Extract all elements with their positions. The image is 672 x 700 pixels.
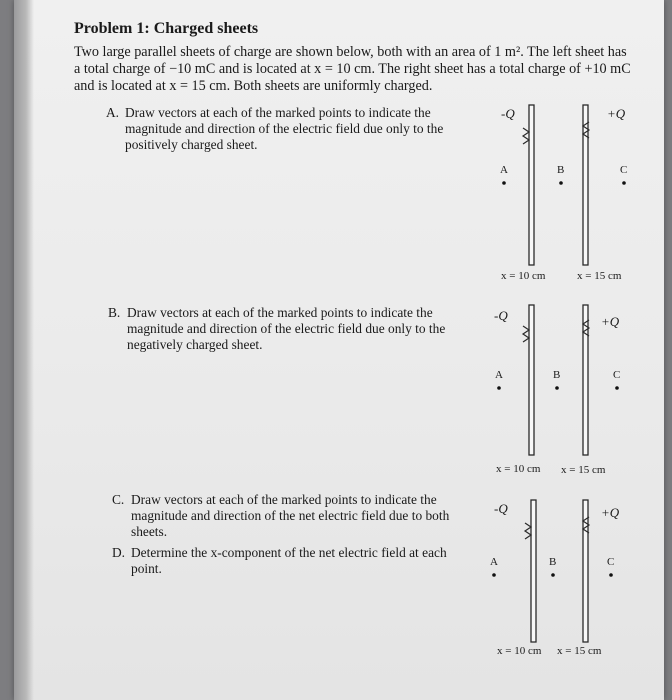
question-a-text: Draw vectors at each of the marked points to indicate the magnitude and direction of the electric field due only to the positively charged sheet.: [125, 105, 444, 152]
neg-charge-label: -Q: [494, 308, 508, 323]
left-sheet-position: x = 10 cm: [496, 463, 541, 475]
sheets-diagram: [479, 300, 649, 480]
left-sheet-position: x = 10 cm: [501, 270, 546, 282]
point-c-dot: [615, 386, 619, 390]
left-break-mark: [523, 128, 529, 144]
point-a-dot: [502, 181, 506, 185]
left-break-mark: [523, 326, 529, 342]
pos-charge-label: +Q: [601, 314, 620, 329]
right-sheet-position: x = 15 cm: [557, 645, 602, 657]
point-c-dot: [609, 573, 613, 577]
point-a-dot: [492, 573, 496, 577]
point-b-label: B: [557, 164, 565, 176]
point-c-label: C: [607, 556, 615, 568]
question-d-label: D.: [112, 545, 126, 560]
worksheet-page: [14, 0, 664, 700]
right-sheet-position: x = 15 cm: [577, 270, 622, 282]
sheets-diagram: [479, 100, 649, 280]
point-b-dot: [559, 181, 563, 185]
neg-charge-label: -Q: [501, 106, 515, 121]
sheets-figure-b: [479, 300, 649, 480]
question-b-text: Draw vectors at each of the marked points to indicate the magnitude and direction of the electric field due only to the negatively charged sheet.: [127, 305, 446, 352]
left-sheet: [531, 500, 536, 642]
page-shadow: [14, 0, 34, 700]
left-sheet: [529, 305, 534, 455]
point-a-label: A: [490, 556, 498, 568]
point-a-label: A: [495, 369, 503, 381]
pos-charge-label: +Q: [601, 505, 620, 520]
question-c-text: Draw vectors at each of the marked points to indicate the magnitude and direction of the net electric field due to both sheets.: [131, 492, 450, 539]
pos-charge-label: +Q: [607, 106, 626, 121]
question-d: [112, 545, 482, 576]
question-c-label: C.: [112, 492, 125, 507]
point-a-dot: [497, 386, 501, 390]
point-c-label: C: [620, 164, 628, 176]
left-break-mark: [525, 523, 531, 539]
point-c-dot: [622, 181, 626, 185]
question-a: [106, 105, 476, 152]
neg-charge-label: -Q: [494, 501, 508, 516]
point-c-label: C: [613, 369, 621, 381]
question-d-text: Determine the x-component of the net electric field at each point.: [131, 545, 447, 576]
sheets-figure-c: [479, 495, 649, 675]
point-b-dot: [555, 386, 559, 390]
right-sheet-position: x = 15 cm: [561, 464, 606, 476]
question-b-label: B.: [108, 305, 121, 320]
sheets-figure-a: [479, 100, 649, 280]
point-a-label: A: [500, 164, 508, 176]
question-b: [108, 305, 478, 352]
problem-title: Problem 1: Charged sheets: [74, 20, 259, 37]
question-a-label: A.: [106, 105, 120, 120]
point-b-label: B: [549, 556, 557, 568]
left-sheet-position: x = 10 cm: [497, 645, 542, 657]
point-b-label: B: [553, 369, 561, 381]
point-b-dot: [551, 573, 555, 577]
left-sheet: [529, 105, 534, 265]
question-c: [112, 492, 482, 539]
problem-intro: Two large parallel sheets of charge are shown below, both with an area of 1 m². The left sheet has a total charge of −10 mC and is located at x = 10 cm. The right sheet has a total charge of +10 mC and is located at x = 15 cm. Both sheets are uniformly charged.: [74, 44, 631, 94]
